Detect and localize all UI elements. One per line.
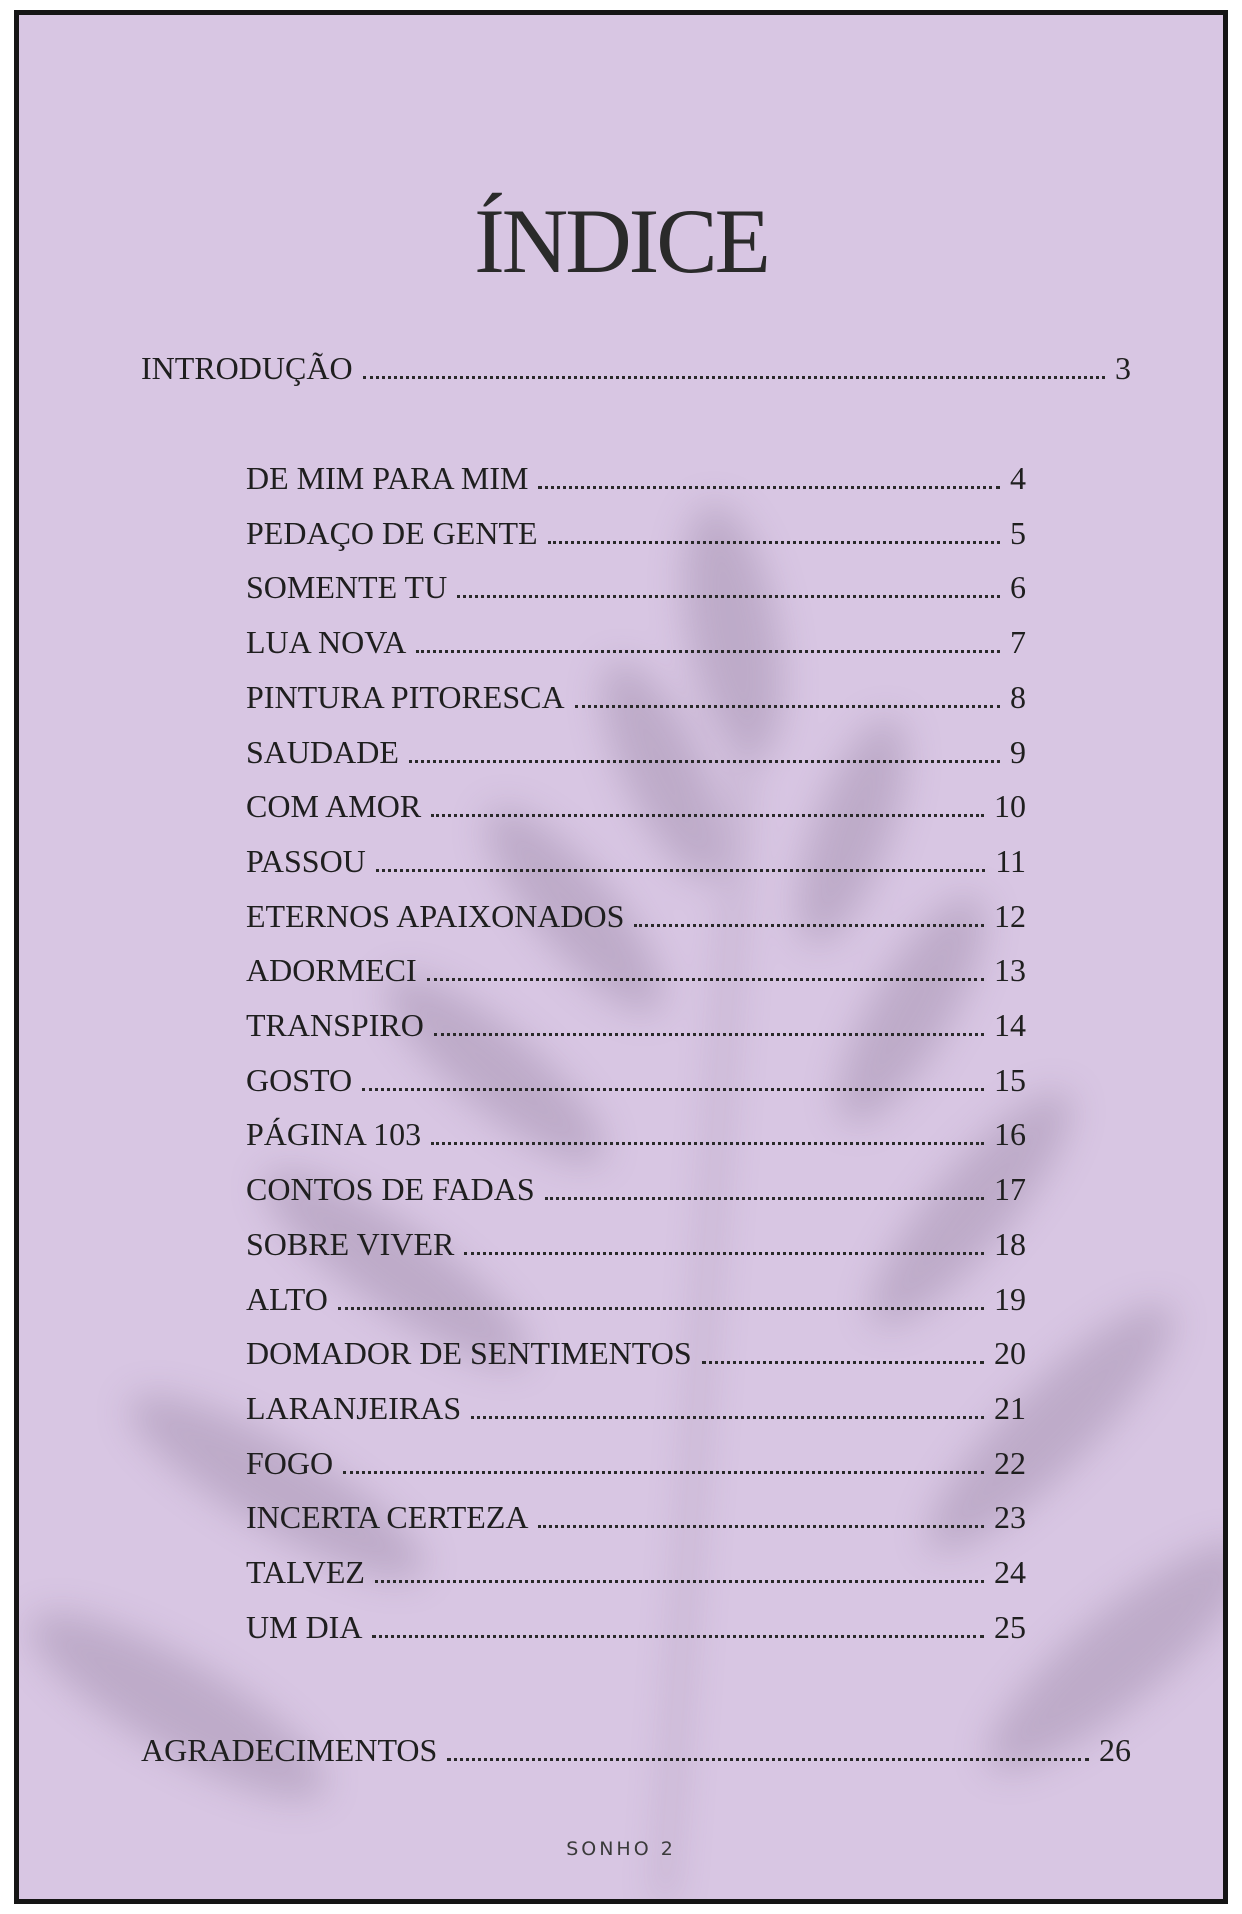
toc-entry-label: PASSOU bbox=[246, 842, 366, 879]
toc-entry-label: ALTO bbox=[246, 1280, 328, 1317]
toc-entry[interactable] bbox=[246, 1499, 1026, 1536]
dot-leader bbox=[338, 1307, 984, 1310]
toc-entry-label: COM AMOR bbox=[246, 788, 422, 825]
toc-entry[interactable] bbox=[246, 1062, 1026, 1099]
toc-entry[interactable] bbox=[246, 679, 1026, 716]
toc-entry-page: 3 bbox=[1115, 350, 1131, 386]
toc-entry[interactable] bbox=[246, 734, 1026, 771]
toc-entry-page: 26 bbox=[1099, 1732, 1131, 1768]
toc-entry-page: 12 bbox=[994, 897, 1026, 934]
toc-entry-page: 11 bbox=[995, 842, 1026, 879]
toc-entry-page: 16 bbox=[994, 1116, 1026, 1153]
toc-entry[interactable] bbox=[246, 569, 1026, 606]
toc-entry-label: GOSTO bbox=[246, 1061, 353, 1098]
toc-entry-page: 19 bbox=[994, 1280, 1026, 1317]
toc-entry[interactable] bbox=[246, 1554, 1026, 1591]
dot-leader bbox=[548, 541, 1000, 544]
toc-entry-label: LARANJEIRAS bbox=[246, 1389, 462, 1426]
dot-leader bbox=[471, 1416, 984, 1419]
dot-leader bbox=[575, 705, 1000, 708]
toc-entry-label: TALVEZ bbox=[246, 1554, 365, 1590]
toc-entry-intro[interactable] bbox=[141, 350, 1131, 387]
toc-entry[interactable] bbox=[246, 515, 1026, 552]
toc-entry-page: 6 bbox=[1010, 569, 1026, 606]
toc-entry[interactable] bbox=[246, 898, 1026, 935]
toc-entry-label: INCERTA CERTEZA bbox=[246, 1499, 529, 1536]
toc-entry-label: FOGO bbox=[246, 1444, 334, 1481]
toc-entry-page: 23 bbox=[994, 1499, 1026, 1536]
dot-leader bbox=[634, 924, 984, 927]
toc-entry-label: SOBRE VIVER bbox=[246, 1225, 455, 1262]
toc-entry[interactable] bbox=[246, 460, 1026, 497]
toc-entry-page: 21 bbox=[994, 1389, 1026, 1426]
page bbox=[14, 10, 1228, 1904]
toc-entry-label: SOMENTE TU bbox=[246, 569, 448, 606]
toc-entry[interactable] bbox=[246, 1445, 1026, 1482]
dot-leader bbox=[409, 760, 1000, 763]
dot-leader bbox=[363, 376, 1105, 379]
toc-entry-page: 5 bbox=[1010, 514, 1026, 551]
toc-entry[interactable] bbox=[246, 1116, 1026, 1153]
toc-entry-label: AGRADECIMENTOS bbox=[141, 1732, 438, 1768]
toc-entry-label: UM DIA bbox=[246, 1608, 363, 1645]
toc-entry-label: PÁGINA 103 bbox=[246, 1116, 422, 1153]
toc-entry-label: DE MIM PARA MIM bbox=[246, 460, 529, 496]
toc-entry-label: INTRODUÇÃO bbox=[141, 350, 353, 386]
dot-leader bbox=[538, 1525, 984, 1528]
dot-leader bbox=[434, 1033, 984, 1036]
dot-leader bbox=[464, 1252, 984, 1255]
toc-entry[interactable] bbox=[246, 952, 1026, 989]
toc-entry-page: 25 bbox=[994, 1608, 1026, 1645]
toc-entry-page: 18 bbox=[994, 1225, 1026, 1262]
dot-leader bbox=[376, 869, 985, 872]
toc-entry-label: ADORMECI bbox=[246, 952, 417, 989]
toc-entry-label: PINTURA PITORESCA bbox=[246, 678, 565, 715]
dot-leader bbox=[372, 1635, 984, 1638]
toc-entry-page: 10 bbox=[994, 788, 1026, 825]
toc-entry[interactable] bbox=[246, 1171, 1026, 1208]
toc-entry-page: 15 bbox=[994, 1061, 1026, 1098]
toc-entry-page: 13 bbox=[994, 952, 1026, 989]
toc-entry-label: SAUDADE bbox=[246, 733, 399, 770]
toc-entry-page: 14 bbox=[994, 1007, 1026, 1043]
toc-entry-page: 8 bbox=[1010, 678, 1026, 715]
toc-entry[interactable] bbox=[246, 1226, 1026, 1263]
dot-leader bbox=[416, 650, 1000, 653]
toc-entry-page: 7 bbox=[1010, 624, 1026, 661]
dot-leader bbox=[427, 978, 984, 981]
page-footer: SONHO 2 bbox=[566, 1838, 676, 1860]
toc-entry[interactable] bbox=[246, 1007, 1026, 1044]
dot-leader bbox=[431, 814, 984, 817]
dot-leader bbox=[538, 486, 1000, 489]
dot-leader bbox=[447, 1758, 1089, 1761]
toc-entry[interactable] bbox=[246, 1335, 1026, 1372]
dot-leader bbox=[702, 1361, 984, 1364]
toc-entry[interactable] bbox=[246, 624, 1026, 661]
toc-entry-page: 4 bbox=[1010, 460, 1026, 496]
dot-leader bbox=[343, 1471, 984, 1474]
toc-entry-label: CONTOS DE FADAS bbox=[246, 1171, 535, 1208]
toc-entry[interactable] bbox=[246, 1390, 1026, 1427]
toc-entry-label: ETERNOS APAIXONADOS bbox=[246, 897, 625, 934]
toc-entry-page: 24 bbox=[994, 1554, 1026, 1590]
page-title: ÍNDICE bbox=[474, 190, 768, 292]
toc-entry[interactable] bbox=[246, 788, 1026, 825]
dot-leader bbox=[457, 595, 1000, 598]
toc-entry-acknowledgements[interactable] bbox=[141, 1732, 1131, 1769]
dot-leader bbox=[375, 1580, 984, 1583]
toc-entry[interactable] bbox=[246, 1609, 1026, 1646]
toc-entry-label: LUA NOVA bbox=[246, 624, 407, 661]
toc-entry[interactable] bbox=[246, 843, 1026, 880]
toc-entry-page: 20 bbox=[994, 1335, 1026, 1372]
toc-entry[interactable] bbox=[246, 1281, 1026, 1318]
toc-entry-page: 17 bbox=[994, 1171, 1026, 1208]
toc-entry-label: PEDAÇO DE GENTE bbox=[246, 514, 538, 551]
toc-entry-page: 9 bbox=[1010, 733, 1026, 770]
dot-leader bbox=[431, 1142, 984, 1145]
toc-entry-label: DOMADOR DE SENTIMENTOS bbox=[246, 1335, 692, 1372]
toc-entry-label: TRANSPIRO bbox=[246, 1007, 424, 1043]
dot-leader bbox=[362, 1088, 984, 1091]
dot-leader bbox=[545, 1197, 984, 1200]
toc-entry-page: 22 bbox=[994, 1444, 1026, 1481]
